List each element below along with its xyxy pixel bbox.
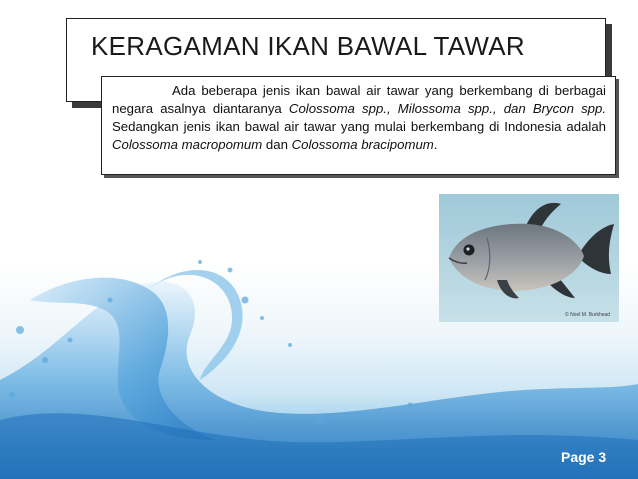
fish-photo (439, 194, 619, 322)
body-end: . (433, 137, 438, 152)
body-intro: Ada beberapa jenis ikan bawal air tawar yang berkembang di berbagai negara asalnya diantaranya (112, 83, 606, 116)
page-number: Page 3 (561, 449, 607, 465)
body-text-box (101, 76, 616, 175)
species-bracipomum: Colossoma bracipomum (291, 137, 434, 152)
species-genera: Colossoma spp., Milossoma spp., dan Brycon spp. (288, 101, 607, 116)
slide-title: KERAGAMAN IKAN BAWAL TAWAR (91, 31, 525, 61)
photo-caption: © Noel M. Burkhead (565, 312, 611, 318)
body-conj: dan (262, 137, 292, 152)
body-mid: Sedangkan jenis ikan bawal air tawar yang mulai berkembang di Indonesia adalah (112, 119, 606, 134)
species-macropomum: Colossoma macropomum (112, 137, 263, 152)
body-paragraph (112, 82, 606, 154)
